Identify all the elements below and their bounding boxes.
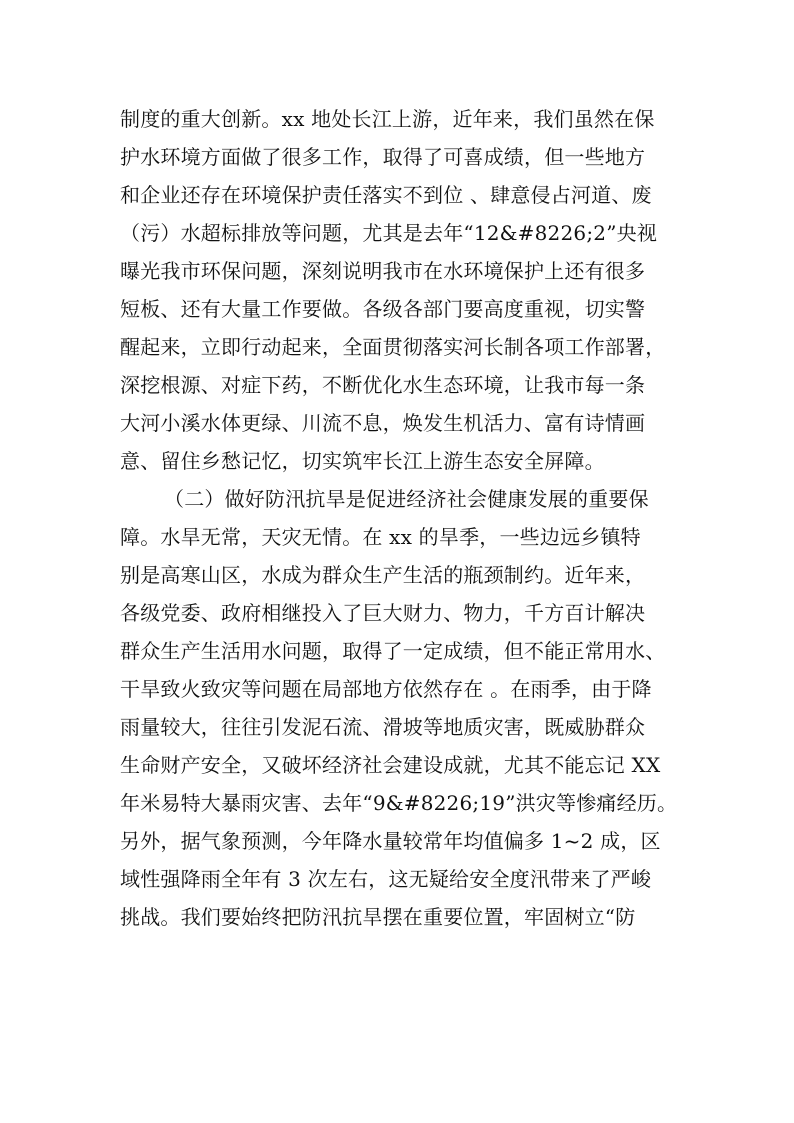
text-line: 另外，据气象预测，今年降水量较常年均值偏多 1~2 成，区	[120, 829, 661, 853]
text-line: 障。水旱无常，天灾无情。在 xx 的旱季，一些边远乡镇特	[120, 525, 641, 549]
text-line: 曝光我市环保问题，深刻说明我市在水环境保护上还有很多	[120, 259, 646, 283]
section-heading-line: （二）做好防汛抗旱是促进经济社会健康发展的重要保	[164, 487, 649, 511]
text-line: 年米易特大暴雨灾害、去年“9&#8226;19”洪灾等惨痛经历。	[120, 791, 678, 815]
text-line: 生命财产安全，又破坏经济社会建设成就，尤其不能忘记 XX	[120, 753, 661, 777]
text-line: 别是高寒山区，水成为群众生产生活的瓶颈制约。近年来，	[120, 563, 646, 587]
text-line: 各级党委、政府相继投入了巨大财力、物力，千方百计解决	[120, 601, 646, 625]
text-line: 意、留住乡愁记忆，切实筑牢长江上游生态安全屏障。	[120, 449, 605, 473]
text-line: 和企业还存在环境保护责任落实不到位 、肆意侵占河道、废	[120, 183, 652, 207]
document-body	[120, 100, 685, 936]
text-line: 深挖根源、对症下药，不断优化水生态环境，让我市每一条	[120, 373, 646, 397]
text-line: 制度的重大创新。xx 地处长江上游，近年来，我们虽然在保	[120, 107, 655, 131]
text-line: 干旱致火致灾等问题在局部地方依然存在 。在雨季，由于降	[120, 677, 652, 701]
text-line: 挑战。我们要始终把防汛抗旱摆在重要位置，牢固树立“防	[120, 905, 636, 929]
text-line: （污）水超标排放等问题，尤其是去年“12&#8226;2”央视	[120, 221, 658, 245]
text-line: 醒起来，立即行动起来，全面贯彻落实河长制各项工作部署，	[120, 335, 666, 359]
text-line: 短板、还有大量工作要做。各级各部门要高度重视，切实警	[120, 297, 646, 321]
text-line: 护水环境方面做了很多工作，取得了可喜成绩，但一些地方	[120, 145, 646, 169]
text-line: 域性强降雨全年有 3 次左右，这无疑给安全度汛带来了严峻	[120, 867, 652, 891]
text-line: 大河小溪水体更绿、川流不息，焕发生机活力、富有诗情画	[120, 411, 646, 435]
text-line: 雨量较大，往往引发泥石流、滑坡等地质灾害，既威胁群众	[120, 715, 646, 739]
text-line: 群众生产生活用水问题，取得了一定成绩，但不能正常用水、	[120, 639, 666, 663]
